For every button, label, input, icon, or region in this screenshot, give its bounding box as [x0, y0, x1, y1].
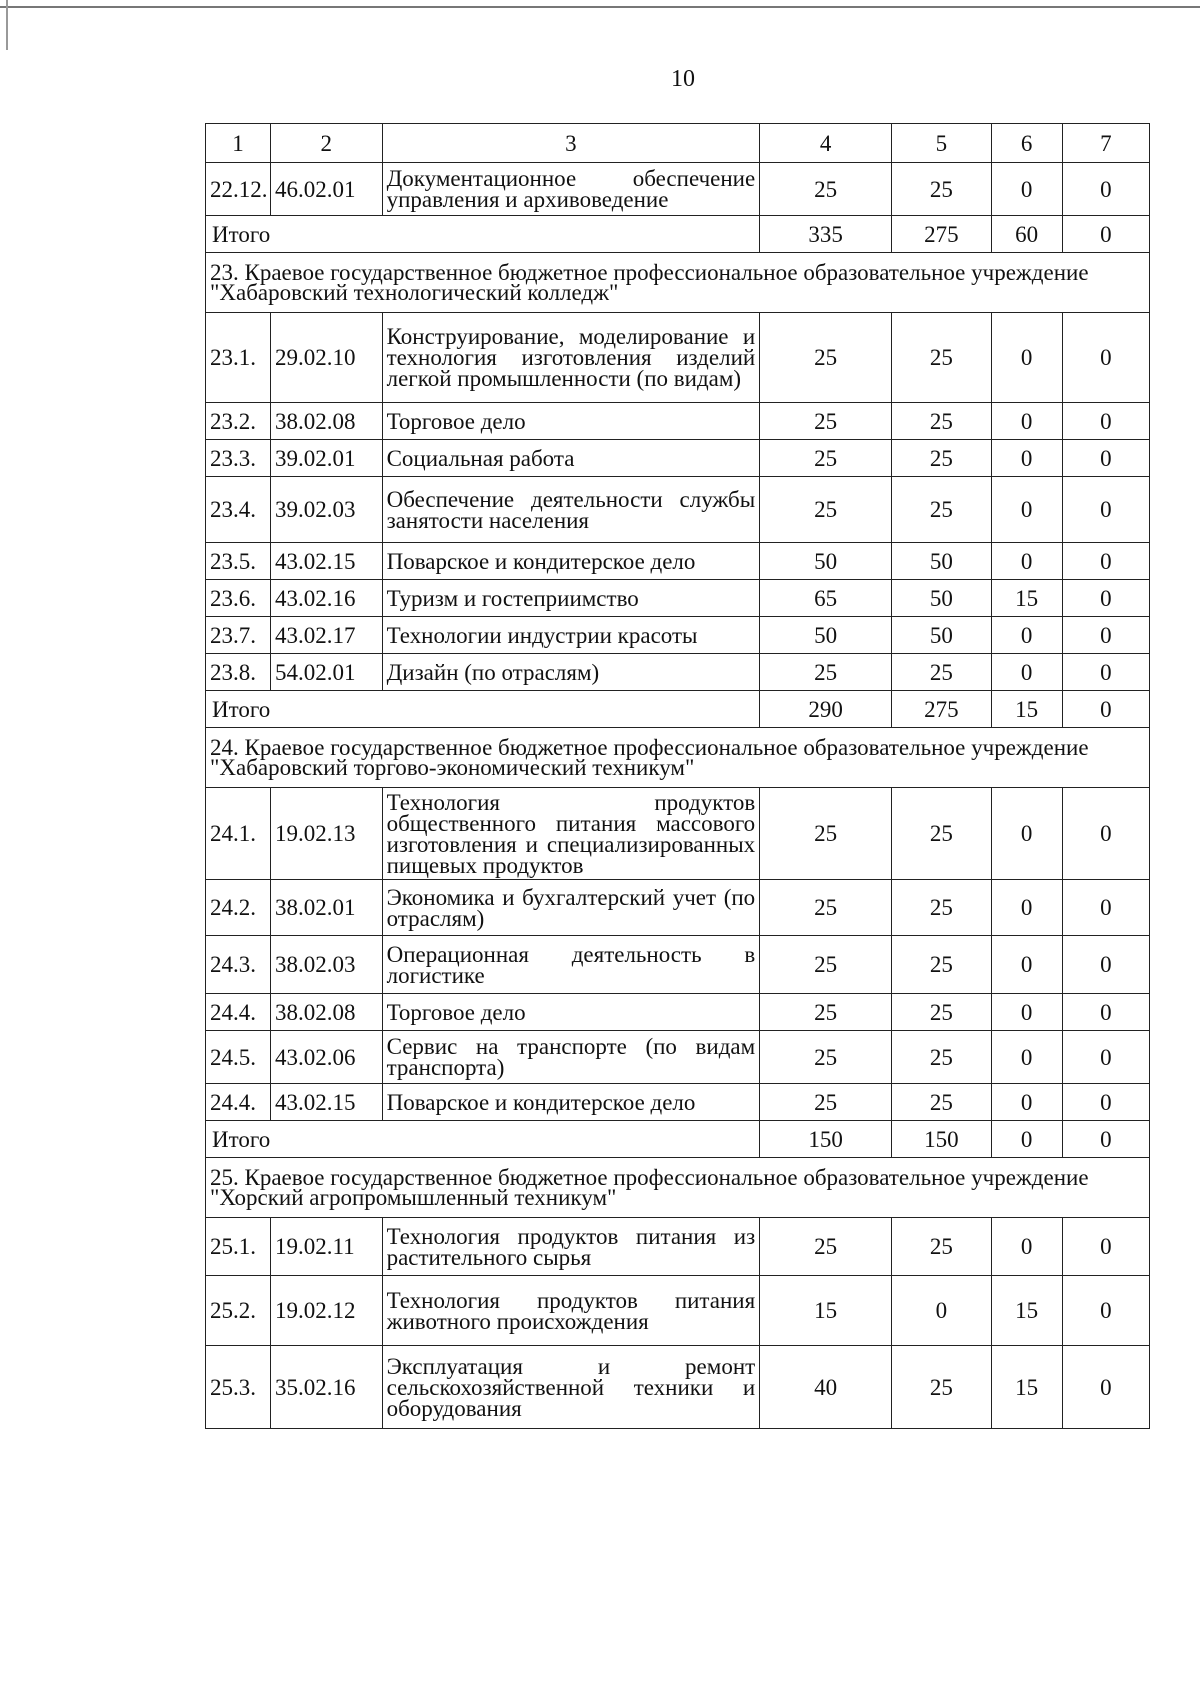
value-col-5: 25: [892, 936, 991, 994]
value-col-7: 0: [1062, 788, 1149, 880]
column-header-1: 1: [206, 124, 271, 163]
allocation-table: [205, 123, 1150, 1429]
value-col-4: 25: [760, 403, 892, 440]
value-col-5: 25: [892, 654, 991, 691]
row-number: 24.4.: [206, 994, 271, 1031]
specialty-name: Дизайн (по отраслям): [382, 654, 760, 691]
specialty-code: 19.02.12: [270, 1276, 382, 1346]
value-col-4: 25: [760, 994, 892, 1031]
table-row: [206, 403, 1150, 440]
specialty-name: Туризм и гостеприимство: [382, 580, 760, 617]
total-label: Итого: [206, 1121, 760, 1158]
value-col-7: 0: [1062, 1346, 1149, 1429]
specialty-name: Технология продуктов питания животного происхождения: [382, 1276, 760, 1346]
value-col-7: 0: [1062, 1276, 1149, 1346]
value-col-4: 25: [760, 1218, 892, 1276]
specialty-code: 19.02.11: [270, 1218, 382, 1276]
value-col-7: 0: [1062, 654, 1149, 691]
specialty-code: 46.02.01: [270, 163, 382, 216]
specialty-name: Сервис на транспорте (по видам транспорта): [382, 1031, 760, 1084]
row-number: 23.3.: [206, 440, 271, 477]
value-col-6: 0: [991, 936, 1062, 994]
row-number: 23.4.: [206, 477, 271, 543]
table-row: [206, 788, 1150, 880]
specialty-code: 38.02.01: [270, 880, 382, 936]
table-row: [206, 1031, 1150, 1084]
specialty-code: 43.02.15: [270, 543, 382, 580]
value-col-5: 25: [892, 403, 991, 440]
value-col-4: 40: [760, 1346, 892, 1429]
table-row: [206, 313, 1150, 403]
value-col-7: 0: [1062, 617, 1149, 654]
total-col-5: 275: [892, 691, 991, 728]
value-col-6: 0: [991, 313, 1062, 403]
value-col-6: 0: [991, 654, 1062, 691]
total-col-4: 290: [760, 691, 892, 728]
specialty-name: Документационное обеспечение управления и архивоведение: [382, 163, 760, 216]
specialty-code: 38.02.03: [270, 936, 382, 994]
specialty-code: 54.02.01: [270, 654, 382, 691]
total-col-7: 0: [1062, 216, 1149, 253]
value-col-4: 25: [760, 1084, 892, 1121]
total-col-7: 0: [1062, 1121, 1149, 1158]
value-col-6: 15: [991, 1276, 1062, 1346]
value-col-5: 25: [892, 477, 991, 543]
specialty-name: Конструирование, моделирование и технология изготовления изделий легкой промышленности (по видам): [382, 313, 760, 403]
row-number: 23.1.: [206, 313, 271, 403]
institution-row: [206, 1158, 1150, 1218]
institution-name: 25. Краевое государственное бюджетное профессиональное образовательное учреждение "Хорский агропромышленный техникум": [206, 1158, 1150, 1218]
specialty-code: 43.02.17: [270, 617, 382, 654]
table-row: [206, 580, 1150, 617]
row-number: 23.7.: [206, 617, 271, 654]
institution-name: 24. Краевое государственное бюджетное профессиональное образовательное учреждение "Хабаровский торгово-экономический техникум": [206, 728, 1150, 788]
institution-name: 23. Краевое государственное бюджетное профессиональное образовательное учреждение "Хабаровский технологический колледж": [206, 253, 1150, 313]
value-col-4: 15: [760, 1276, 892, 1346]
row-number: 24.5.: [206, 1031, 271, 1084]
value-col-5: 25: [892, 440, 991, 477]
total-col-4: 335: [760, 216, 892, 253]
value-col-5: 25: [892, 788, 991, 880]
row-number: 22.12.: [206, 163, 271, 216]
specialty-code: 19.02.13: [270, 788, 382, 880]
value-col-4: 65: [760, 580, 892, 617]
table-row: [206, 1276, 1150, 1346]
specialty-code: 39.02.03: [270, 477, 382, 543]
value-col-4: 50: [760, 617, 892, 654]
specialty-name: Технология продуктов питания из растительного сырья: [382, 1218, 760, 1276]
scan-top-border: [0, 6, 1200, 8]
value-col-7: 0: [1062, 543, 1149, 580]
column-header-4: 4: [760, 124, 892, 163]
value-col-5: 25: [892, 313, 991, 403]
value-col-4: 25: [760, 477, 892, 543]
specialty-code: 38.02.08: [270, 403, 382, 440]
value-col-7: 0: [1062, 313, 1149, 403]
value-col-6: 0: [991, 880, 1062, 936]
table-row: [206, 1346, 1150, 1429]
total-label: Итого: [206, 691, 760, 728]
value-col-4: 50: [760, 543, 892, 580]
specialty-name: Торговое дело: [382, 994, 760, 1031]
value-col-4: 25: [760, 313, 892, 403]
value-col-7: 0: [1062, 936, 1149, 994]
value-col-5: 25: [892, 163, 991, 216]
total-row: [206, 691, 1150, 728]
specialty-name: Технологии индустрии красоты: [382, 617, 760, 654]
row-number: 25.2.: [206, 1276, 271, 1346]
table-body: [206, 124, 1150, 1429]
row-number: 25.1.: [206, 1218, 271, 1276]
table-row: [206, 440, 1150, 477]
column-header-3: 3: [382, 124, 760, 163]
value-col-6: 0: [991, 617, 1062, 654]
column-header-7: 7: [1062, 124, 1149, 163]
total-col-6: 15: [991, 691, 1062, 728]
table-row: [206, 543, 1150, 580]
scan-left-border: [6, 0, 8, 50]
column-header-5: 5: [892, 124, 991, 163]
table-row: [206, 617, 1150, 654]
total-col-7: 0: [1062, 691, 1149, 728]
value-col-5: 25: [892, 1031, 991, 1084]
specialty-code: 43.02.06: [270, 1031, 382, 1084]
value-col-6: 15: [991, 1346, 1062, 1429]
value-col-4: 25: [760, 788, 892, 880]
total-col-5: 150: [892, 1121, 991, 1158]
value-col-4: 25: [760, 440, 892, 477]
specialty-name: Торговое дело: [382, 403, 760, 440]
value-col-7: 0: [1062, 403, 1149, 440]
row-number: 25.3.: [206, 1346, 271, 1429]
table-row: [206, 936, 1150, 994]
value-col-6: 0: [991, 1218, 1062, 1276]
row-number: 24.2.: [206, 880, 271, 936]
specialty-name: Операционная деятельность в логистике: [382, 936, 760, 994]
value-col-5: 25: [892, 994, 991, 1031]
value-col-7: 0: [1062, 580, 1149, 617]
value-col-6: 0: [991, 1031, 1062, 1084]
value-col-7: 0: [1062, 880, 1149, 936]
row-number: 23.2.: [206, 403, 271, 440]
value-col-5: 25: [892, 1218, 991, 1276]
row-number: 23.5.: [206, 543, 271, 580]
value-col-4: 25: [760, 936, 892, 994]
table-header-row: [206, 124, 1150, 163]
total-col-6: 0: [991, 1121, 1062, 1158]
specialty-name: Социальная работа: [382, 440, 760, 477]
table-row: [206, 880, 1150, 936]
table-row: [206, 1218, 1150, 1276]
value-col-4: 25: [760, 163, 892, 216]
row-number: 23.8.: [206, 654, 271, 691]
value-col-7: 0: [1062, 163, 1149, 216]
table-row: [206, 994, 1150, 1031]
institution-row: [206, 728, 1150, 788]
row-number: 24.1.: [206, 788, 271, 880]
specialty-name: Эксплуатация и ремонт сельскохозяйственной техники и оборудования: [382, 1346, 760, 1429]
row-number: 24.3.: [206, 936, 271, 994]
value-col-7: 0: [1062, 1218, 1149, 1276]
specialty-name: Обеспечение деятельности службы занятости населения: [382, 477, 760, 543]
value-col-7: 0: [1062, 477, 1149, 543]
total-label: Итого: [206, 216, 760, 253]
value-col-7: 0: [1062, 1084, 1149, 1121]
specialty-code: 43.02.16: [270, 580, 382, 617]
table-row: [206, 163, 1150, 216]
value-col-5: 25: [892, 880, 991, 936]
specialty-name: Поварское и кондитерское дело: [382, 1084, 760, 1121]
value-col-6: 0: [991, 403, 1062, 440]
column-header-6: 6: [991, 124, 1062, 163]
total-row: [206, 1121, 1150, 1158]
row-number: 24.4.: [206, 1084, 271, 1121]
value-col-7: 0: [1062, 440, 1149, 477]
value-col-6: 0: [991, 477, 1062, 543]
specialty-name: Технология продуктов общественного питания массового изготовления и специализированных пищевых продуктов: [382, 788, 760, 880]
page-number: 10: [671, 66, 695, 92]
value-col-6: 0: [991, 543, 1062, 580]
value-col-6: 15: [991, 580, 1062, 617]
value-col-5: 50: [892, 543, 991, 580]
specialty-name: Экономика и бухгалтерский учет (по отраслям): [382, 880, 760, 936]
institution-row: [206, 253, 1150, 313]
total-row: [206, 216, 1150, 253]
table-row: [206, 1084, 1150, 1121]
table-row: [206, 654, 1150, 691]
specialty-code: 29.02.10: [270, 313, 382, 403]
specialty-code: 39.02.01: [270, 440, 382, 477]
value-col-4: 25: [760, 880, 892, 936]
value-col-5: 50: [892, 580, 991, 617]
total-col-4: 150: [760, 1121, 892, 1158]
specialty-code: 43.02.15: [270, 1084, 382, 1121]
value-col-6: 0: [991, 1084, 1062, 1121]
value-col-4: 25: [760, 654, 892, 691]
value-col-4: 25: [760, 1031, 892, 1084]
value-col-5: 25: [892, 1346, 991, 1429]
value-col-5: 50: [892, 617, 991, 654]
value-col-6: 0: [991, 788, 1062, 880]
column-header-2: 2: [270, 124, 382, 163]
value-col-7: 0: [1062, 994, 1149, 1031]
value-col-6: 0: [991, 440, 1062, 477]
specialty-code: 35.02.16: [270, 1346, 382, 1429]
table-row: [206, 477, 1150, 543]
total-col-5: 275: [892, 216, 991, 253]
value-col-5: 0: [892, 1276, 991, 1346]
row-number: 23.6.: [206, 580, 271, 617]
total-col-6: 60: [991, 216, 1062, 253]
value-col-7: 0: [1062, 1031, 1149, 1084]
value-col-5: 25: [892, 1084, 991, 1121]
specialty-name: Поварское и кондитерское дело: [382, 543, 760, 580]
value-col-6: 0: [991, 163, 1062, 216]
value-col-6: 0: [991, 994, 1062, 1031]
specialty-code: 38.02.08: [270, 994, 382, 1031]
